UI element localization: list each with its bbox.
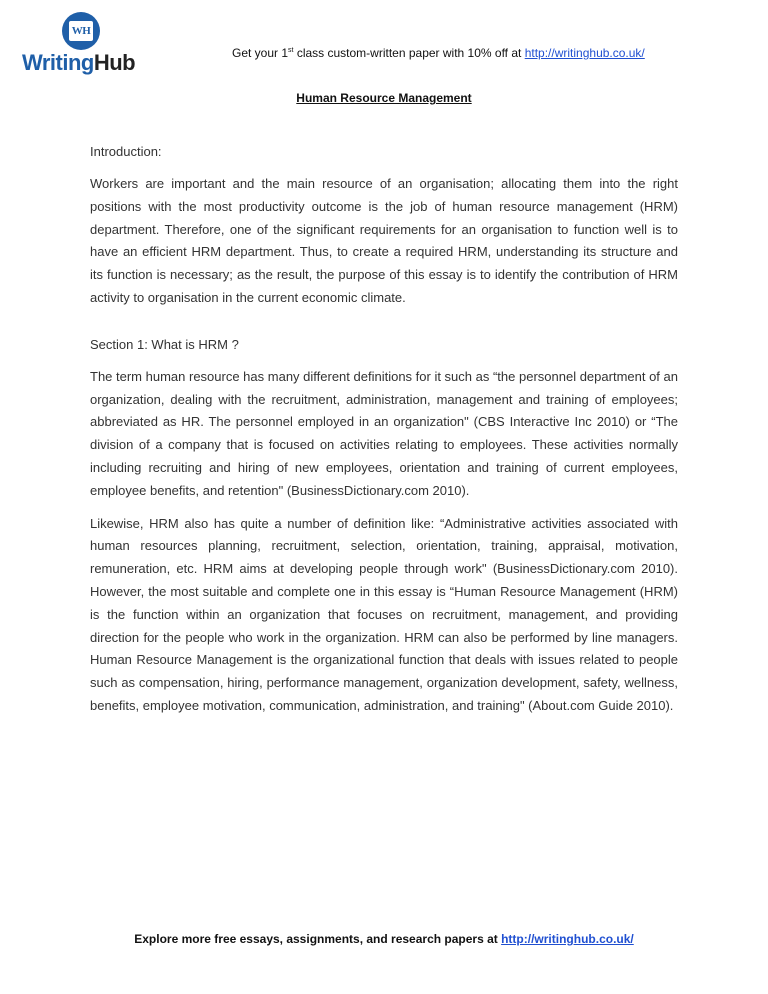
logo-book-icon — [62, 12, 100, 50]
header-promo — [232, 46, 645, 60]
section-spacer — [90, 320, 678, 334]
footer-text: Explore more free essays, assignments, and research papers at — [134, 932, 502, 946]
intro-heading: Introduction: — [90, 144, 162, 159]
intro-paragraph: Workers are important and the main resource of an organisation; allocating them into the right positions with the most productivity outcome is the job of human resource management (HRM) department. Therefore, one of the significant requirements for an organisation to function well is to have an efficient HRM department. Thus, to create a required HRM, understanding its structure and its function is necessary; as the result, the purpose of this essay is to identify the contribution of HRM activity to organisation in the current economic climate. — [90, 176, 678, 305]
logo-word-hub: Hub — [93, 50, 136, 75]
promo-superscript: st — [288, 47, 294, 54]
section1-paragraph-2: Likewise, HRM also has quite a number of definition like: “Administrative activities associated with human resources planning, recruitment, selection, orientation, training, appraisal, motivation, remuneration, etc. HRM aims at developing people through work" (BusinessDictionary.com 2010). However, the most suitable and complete one in this essay is “Human Resource Management (HRM) is the function within an organization that focuses on recruitment, management, and providing direction for the people who work in the organization. HRM can also be performed by line managers. Human Resource Management is the organizational function that deals with issues related to people such as compensation, hiring, performance management, organization development, safety, wellness, benefits, employee motivation, communication, administration, and training" (About.com Guide 2010). — [90, 515, 678, 713]
footer-link[interactable]: http://writinghub.co.uk/ — [501, 932, 634, 946]
promo-text-end: class custom-written paper with 10% off at — [293, 46, 525, 60]
footer — [0, 932, 768, 946]
document-body — [90, 141, 678, 728]
logo-wordmark — [22, 50, 135, 76]
section1-paragraph-1: The term human resource has many different definitions for it such as “the personnel department of an organization, dealing with the recruitment, administration, management and training of employees; abbreviated as HR. The personnel employed in an organization" (CBS Interactive Inc 2010) or “The division of a company that is focused on activities relating to employees. These activities normally including recruiting and hiring of new employees, orientation and training of current employees, employee benefits, and retention" (BusinessDictionary.com 2010). — [90, 368, 678, 498]
document-title: Human Resource Management — [296, 91, 472, 105]
promo-text-start: Get your 1 — [232, 46, 289, 60]
logo-word-writing: Writing — [22, 50, 94, 75]
writinghub-logo[interactable] — [22, 12, 142, 82]
logo-monogram: WH — [69, 21, 93, 41]
section1-heading: Section 1: What is HRM ? — [90, 336, 239, 352]
header-promo-link[interactable]: http://writinghub.co.uk/ — [524, 46, 645, 60]
